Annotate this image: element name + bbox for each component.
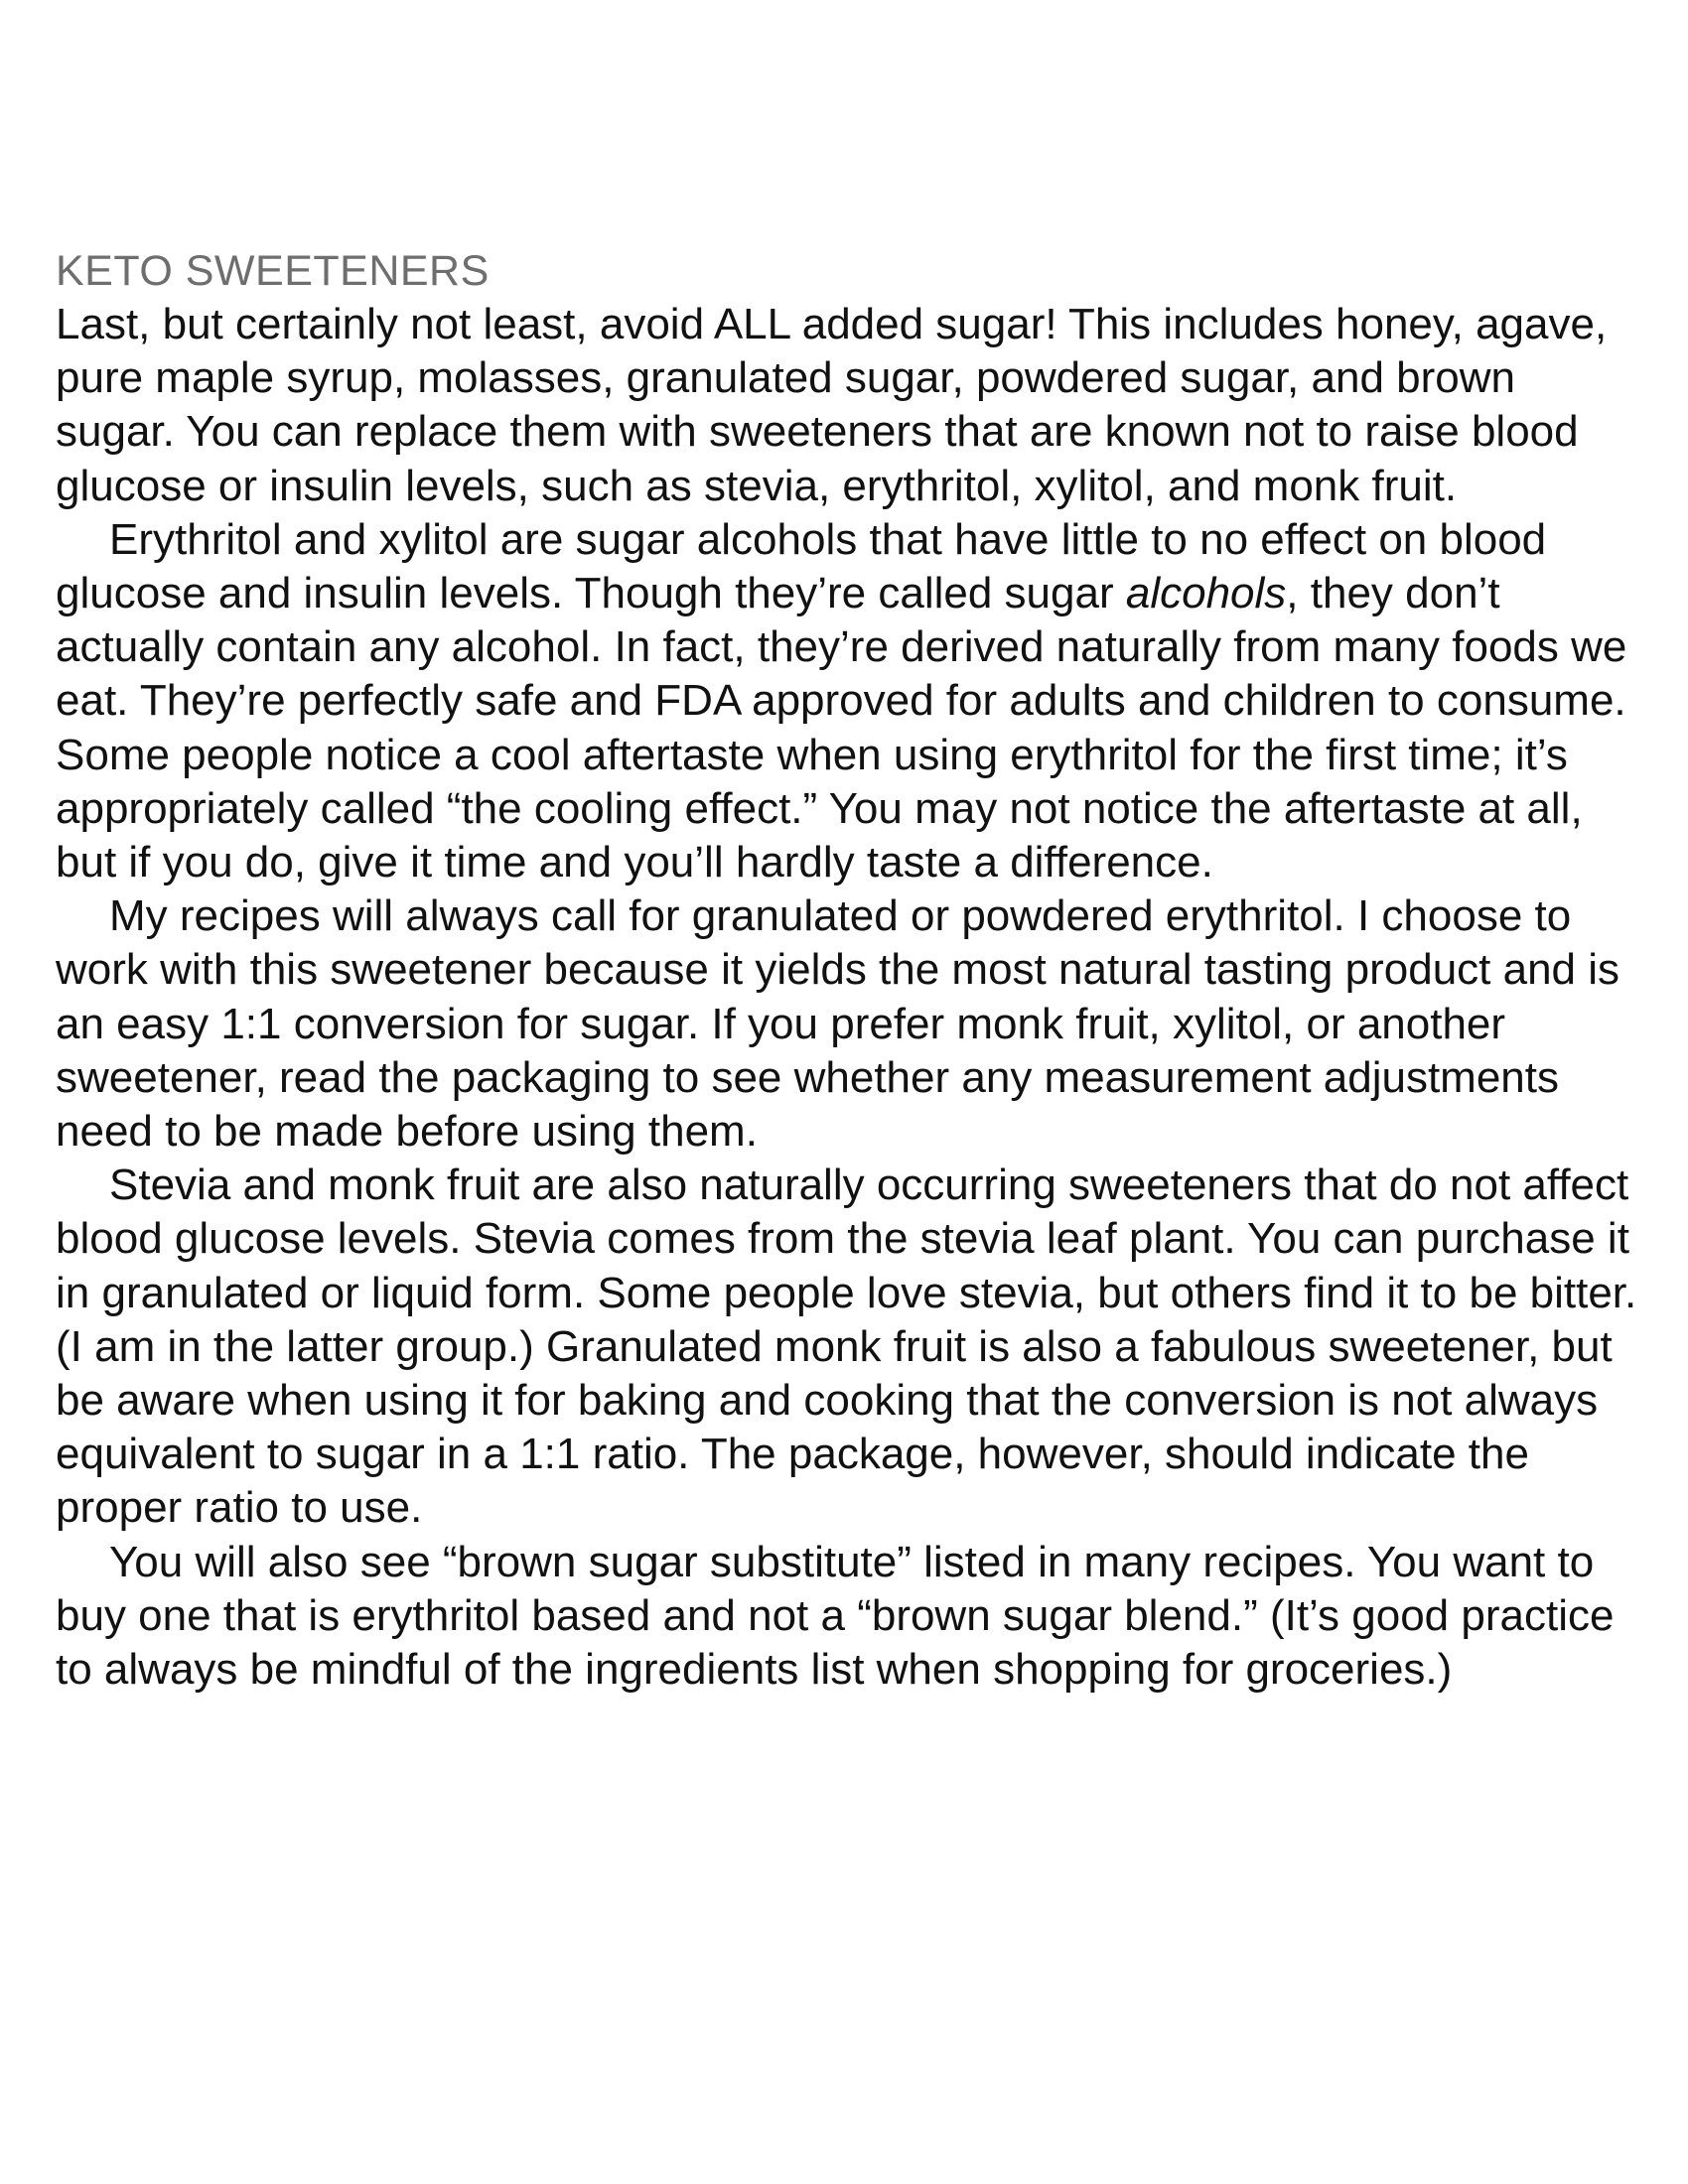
page-content: [56, 244, 1644, 1697]
paragraph-erythritol-choice: My recipes will always call for granulated or powdered erythritol. I choose to work with this sweetener because it yields the most natural tasting product and is an easy 1:1 conversion for sugar. If you prefer monk fruit, xylitol, or another sweetener, read the packaging to see whether any measurement adjustments need to be made before using them.: [56, 891, 1620, 1157]
paragraph-text: , they don’t actually contain any alcohol. In fact, they’re derived naturally from many foods we eat. They’re perfectly safe and FDA approved for adults and children to consume. Some people notice a cool aftertaste when using erythritol for the first time; it’s appropriately called “the cooling effect.” You may not notice the aftertaste at all, but if you do, give it time and you’ll hardly taste a difference.: [56, 569, 1627, 887]
section-heading: KETO SWEETENERS: [56, 247, 490, 295]
paragraph-intro: Last, but certainly not least, avoid ALL added sugar! This includes honey, agave, pure maple syrup, molasses, granulated sugar, powdered sugar, and brown sugar. You can replace them with sweeteners that are known not to raise blood glucose or insulin levels, such as stevia, erythritol, xylitol, and monk fruit.: [56, 300, 1608, 510]
paragraph-brown-sugar-substitute: You will also see “brown sugar substitute” listed in many recipes. You want to buy one that is erythritol based and not a “brown sugar blend.” (It’s good practice to always be mindful of the ingredients list when shopping for groceries.): [56, 1537, 1615, 1695]
italic-term: alcohols: [1125, 569, 1287, 618]
paragraph-stevia-monk-fruit: Stevia and monk fruit are also naturally occurring sweeteners that do not affect blood glucose levels. Stevia comes from the stevia leaf plant. You can purchase it in granulated or liquid form. Some people love stevia, but others find it to be bitter. (I am in the latter group.) Granulated monk fruit is also a fabulous sweetener, but be aware when using it for baking and cooking that the conversion is not always equivalent to sugar in a 1:1 ratio. The package, however, should indicate the proper ratio to use.: [56, 1160, 1637, 1533]
paragraph-text: Erythritol and xylitol are sugar alcohols that have little to no effect on blood glucose and insulin levels. Though they’re called sugar: [56, 514, 1547, 618]
paragraph-sugar-alcohols: [56, 513, 1644, 889]
